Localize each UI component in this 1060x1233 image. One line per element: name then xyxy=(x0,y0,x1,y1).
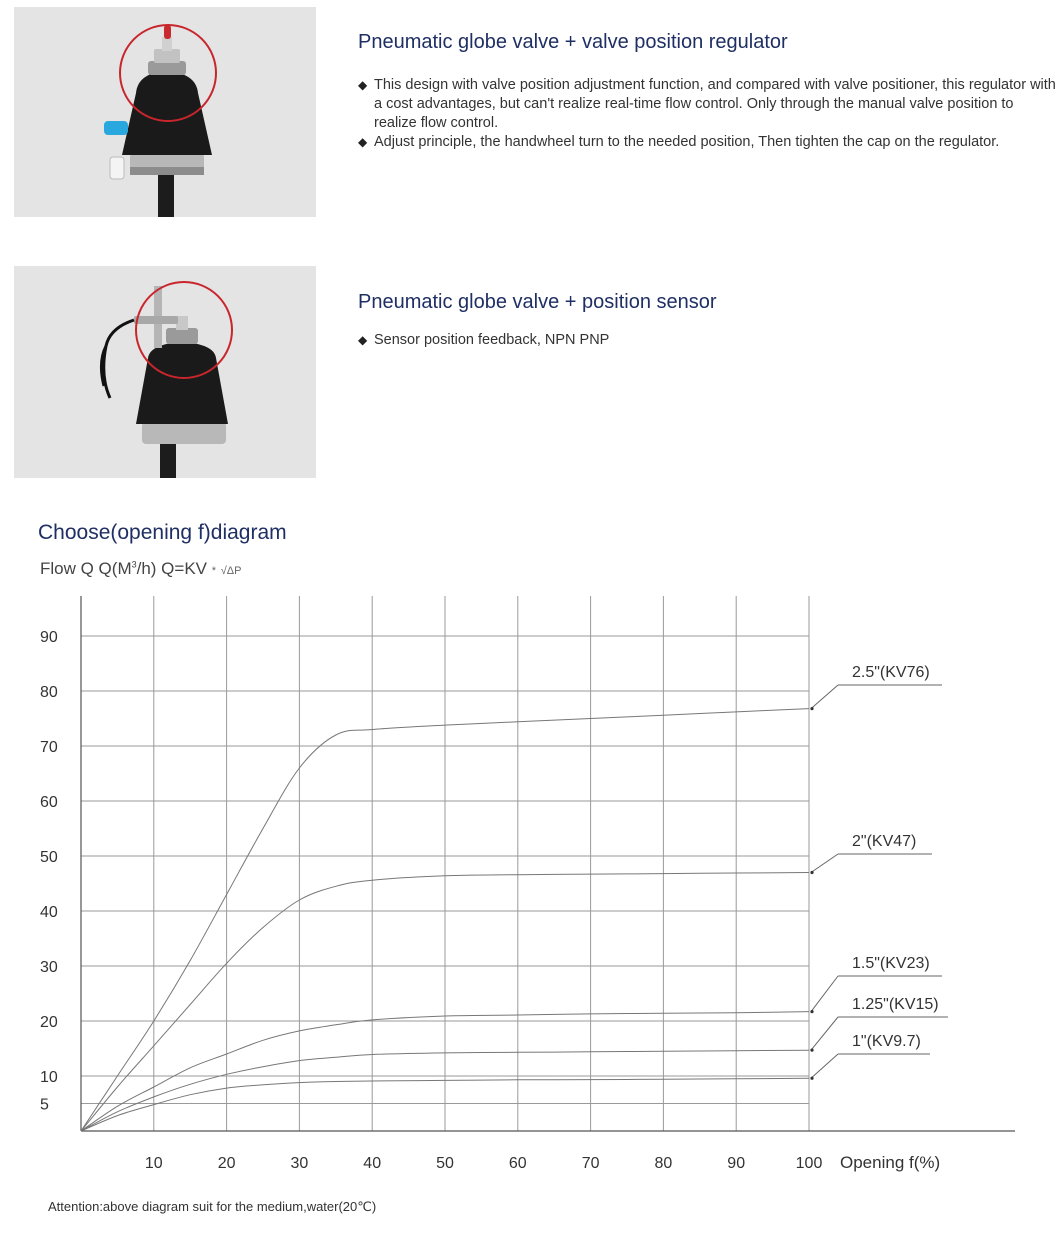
series-leader-line xyxy=(811,1017,838,1050)
bullet-item xyxy=(358,76,1058,133)
x-tick-label: 80 xyxy=(654,1155,673,1172)
diamond-bullet-icon: ◆ xyxy=(358,135,368,149)
x-tick-label: 30 xyxy=(290,1155,309,1172)
x-tick-label: 100 xyxy=(795,1155,823,1172)
y-tick-label: 5 xyxy=(40,1096,49,1114)
x-tick-label: 10 xyxy=(144,1155,163,1172)
chart-y-axis-label xyxy=(40,559,242,579)
series-leader-line xyxy=(811,976,838,1012)
ylabel-root: √ΔP xyxy=(220,565,242,577)
sensor-bullet-list xyxy=(358,331,1038,350)
series-end-point xyxy=(810,871,813,874)
x-tick-label: 20 xyxy=(217,1155,236,1172)
y-tick-label: 20 xyxy=(40,1014,58,1031)
regulator-bullet-list xyxy=(358,76,1058,152)
valve-regulator-illustration xyxy=(14,7,316,217)
section-title-sensor: Pneumatic globe valve + position sensor xyxy=(358,291,717,313)
y-tick-label: 80 xyxy=(40,684,58,701)
bullet-text: Sensor position feedback, NPN PNP xyxy=(374,332,610,348)
y-tick-label: 70 xyxy=(40,739,58,756)
x-tick-label: 60 xyxy=(508,1155,527,1172)
bullet-item xyxy=(358,331,1038,350)
x-tick-label: 50 xyxy=(436,1155,454,1172)
valve-sensor-photo xyxy=(14,266,316,478)
series-label: 1"(KV9.7) xyxy=(852,1033,921,1050)
bullet-text: Adjust principle, the handwheel turn to the needed position, Then tighten the cap on the regulator. xyxy=(374,134,1000,150)
chart-note: Attention:above diagram suit for the medium,water(20℃) xyxy=(48,1199,377,1214)
valve-regulator-photo xyxy=(14,7,316,217)
series-leader-line xyxy=(811,1054,838,1078)
series-label: 1.5"(KV23) xyxy=(852,955,930,972)
ylabel-rest: /h) Q=KV xyxy=(136,559,208,578)
chart-series-labels xyxy=(810,664,948,1080)
series-label: 1.25"(KV15) xyxy=(852,996,939,1013)
diamond-bullet-icon: ◆ xyxy=(358,333,368,347)
series-end-point xyxy=(810,1010,813,1013)
chart-title: Choose(opening f)diagram xyxy=(38,521,287,544)
y-tick-label: 60 xyxy=(40,794,58,811)
y-tick-label: 50 xyxy=(40,849,58,866)
section-title-regulator: Pneumatic globe valve + valve position regulator xyxy=(358,31,788,53)
ylabel-main: Flow Q Q(M xyxy=(40,559,132,578)
series-end-point xyxy=(810,707,813,710)
y-tick-label: 90 xyxy=(40,629,58,646)
x-tick-label: 70 xyxy=(581,1155,600,1172)
y-tick-label: 10 xyxy=(40,1069,58,1086)
series-leader-line xyxy=(811,685,838,709)
chart-tick-labels xyxy=(40,629,822,1172)
chart-x-axis-label: Opening f(%) xyxy=(840,1153,941,1172)
series-end-point xyxy=(810,1049,813,1052)
bullet-text: This design with valve position adjustment function, and compared with valve positioner, this regulator with a cost advantages, but can't realize real-time flow control. Only through the manual valve position to realize flow control. xyxy=(374,77,1056,131)
series-leader-line xyxy=(811,854,838,873)
y-tick-label: 30 xyxy=(40,959,58,976)
ylabel-star: * xyxy=(211,565,217,577)
series-label: 2"(KV47) xyxy=(852,833,917,850)
series-label: 2.5"(KV76) xyxy=(852,664,930,681)
valve-sensor-illustration xyxy=(14,266,316,478)
series-end-point xyxy=(810,1077,813,1080)
diamond-bullet-icon: ◆ xyxy=(358,78,368,92)
ylabel-sup: 3 xyxy=(131,559,137,570)
opening-flow-chart xyxy=(0,590,1060,1180)
x-tick-label: 40 xyxy=(363,1155,382,1172)
y-tick-label: 40 xyxy=(40,904,58,921)
x-tick-label: 90 xyxy=(727,1155,746,1172)
bullet-item xyxy=(358,133,1058,152)
